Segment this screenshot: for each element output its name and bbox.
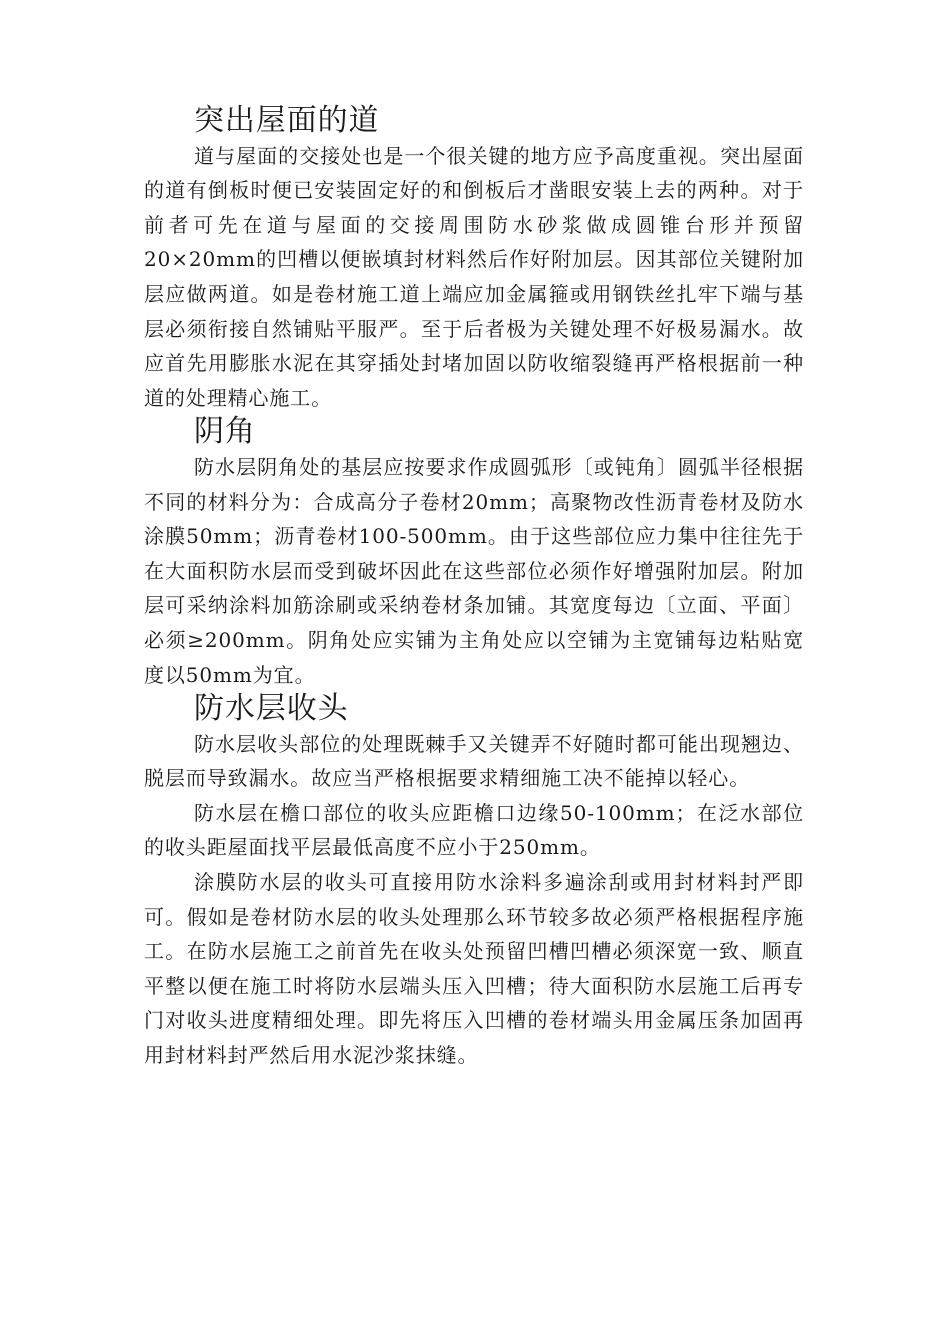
section-heading: 阴角 [194,414,256,450]
document-page [144,104,804,1073]
section-protruding-pipe [144,104,804,415]
paragraph: 防水层收头部位的处理既棘手又关键弄不好随时都可能出现翘边、脱层而导致漏水。故应当严格根据要求精细施工决不能掉以轻心。 [144,731,804,791]
paragraph: 防水层在檐口部位的收头应距檐口边缘50-100mm；在泛水部位的收头距屋面找平层最低高度不应小于250mm。 [144,800,804,860]
paragraph: 防水层阴角处的基层应按要求作成圆弧形〔或钝角〕圆弧半径根据不同的材料分为：合成高分子卷材20mm；高聚物改性沥青卷材及防水涂膜50mm；沥青卷材100-500mm。由于这些部位应力集中往往先于在大面积防水层而受到破坏因此在这些部位必须作好增强附加层。附加层可采纳涂料加筋涂刷或采纳卷材条加铺。其宽度每边〔立面、平面〕必须≥200mm。阴角处应实铺为主角处应以空铺为主宽铺每边粘贴宽度以50mm为宜。 [144,454,804,687]
paragraph: 涂膜防水层的收头可直接用防水涂料多遍涂刮或用封材料封严即可。假如是卷材防水层的收头处理那么环节较多故必须严格根据程序施工。在防水层施工之前首先在收头处预留凹槽凹槽必须深宽一致、顺直平整以便在施工时将防水层端头压入凹槽；待大面积防水层施工后再专门对收头进度精细处理。即先将压入凹槽的卷材端头用金属压条加固再用封材料封严然后用水泥沙浆抹缝。 [144,870,804,1068]
section-heading: 突出屋面的道 [194,103,380,138]
section-inner-corner [144,415,804,692]
section-waterproof-termination [144,692,804,1073]
section-heading: 防水层收头 [194,691,349,727]
paragraph: 道与屋面的交接处也是一个很关键的地方应予高度重视。突出屋面的道有倒板时便已安装固定好的和倒板后才凿眼安装上去的两种。对于前者可先在道与屋面的交接周围防水砂浆做成圆锥台形并预留20×20mm的凹槽以便嵌填封材料然后作好附加层。因其部位关键附加层应做两道。如是卷材施工道上端应加金属箍或用钢铁丝扎牢下端与基层必须衔接自然铺贴平服严。至于后者极为关键处理不好极易漏水。故应首先用膨胀水泥在其穿插处封堵加固以防收缩裂缝再严格根据前一种道的处理精心施工。 [144,143,804,410]
